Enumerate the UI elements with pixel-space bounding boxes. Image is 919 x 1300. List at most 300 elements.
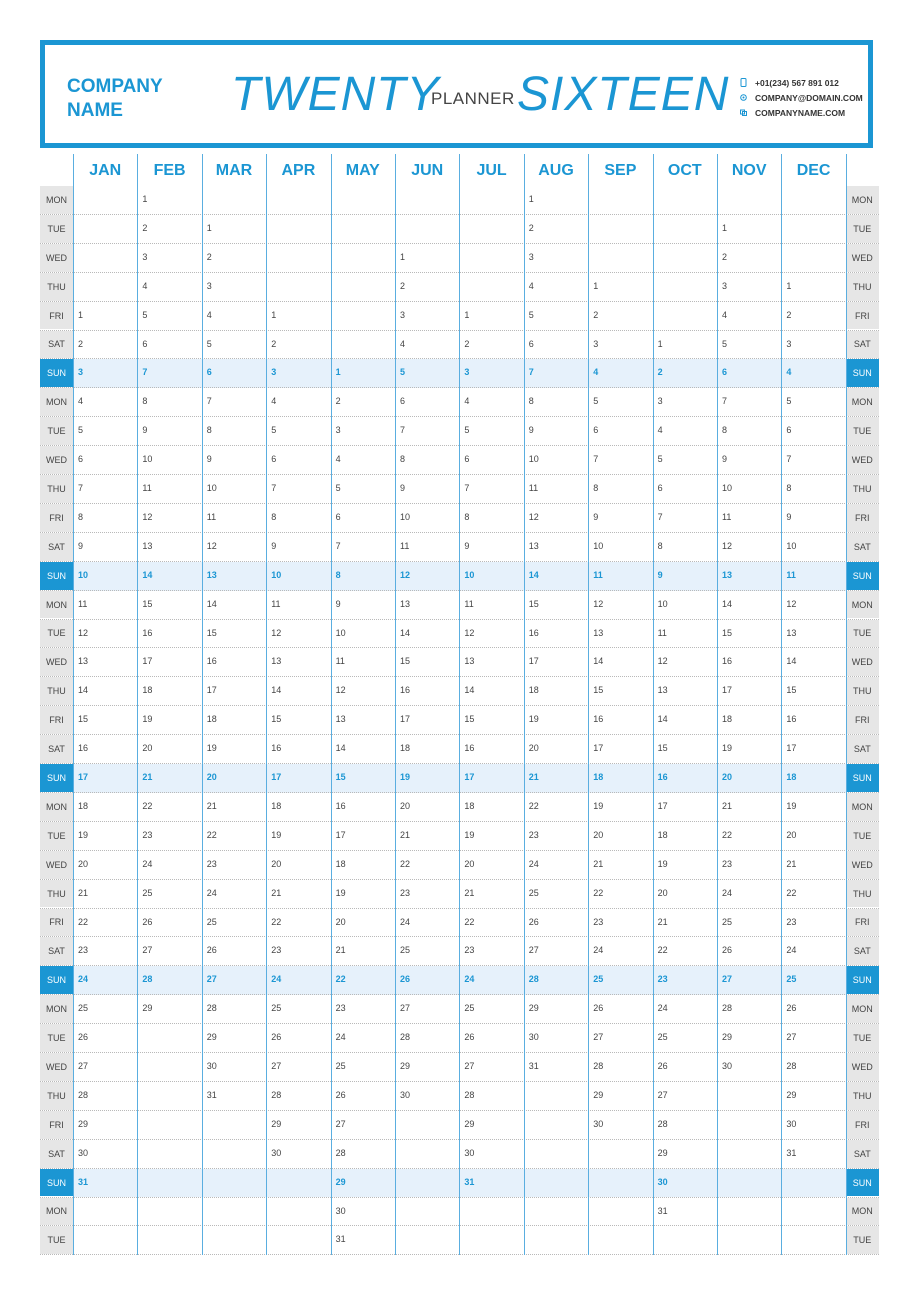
- day-cell: 3: [593, 338, 599, 349]
- day-cell: 14: [271, 685, 282, 696]
- day-cell: 15: [464, 714, 475, 725]
- day-cell: 22: [78, 916, 89, 927]
- weekday-label-right: FRI: [846, 1111, 879, 1139]
- day-cell: 6: [206, 367, 212, 378]
- month-header: NOV: [731, 162, 767, 179]
- day-cell: 10: [142, 454, 153, 465]
- day-cell: 22: [271, 916, 282, 927]
- day-cell: 25: [528, 887, 539, 898]
- day-cell: 7: [657, 511, 663, 522]
- day-cell: 13: [206, 569, 217, 580]
- weekday-label-left: SUN: [40, 764, 73, 792]
- day-cell: 9: [335, 598, 341, 609]
- day-cell: 6: [271, 454, 277, 465]
- weekday-label-left: SAT: [40, 1140, 73, 1168]
- day-cell: 16: [786, 714, 797, 725]
- day-cell: 10: [657, 598, 668, 609]
- day-cell: 11: [142, 483, 152, 493]
- day-cell: 15: [528, 598, 539, 609]
- day-cell: 9: [78, 540, 84, 551]
- day-cell: 11: [593, 569, 603, 580]
- day-cell: 28: [335, 1147, 346, 1158]
- day-cell: 6: [528, 338, 534, 349]
- day-cell: 28: [786, 1061, 797, 1071]
- day-cell: 4: [528, 280, 534, 291]
- day-cell: 24: [142, 858, 153, 869]
- day-cell: 10: [271, 569, 282, 580]
- day-cell: 23: [271, 945, 282, 956]
- day-cell: 18: [335, 858, 346, 869]
- day-cell: 19: [593, 800, 604, 811]
- day-cell: 26: [78, 1032, 89, 1043]
- day-cell: 13: [657, 685, 668, 696]
- day-cell: 6: [335, 511, 341, 522]
- weekday-label-left: THU: [40, 475, 73, 503]
- day-cell: 4: [722, 309, 728, 320]
- day-cell: 7: [78, 483, 84, 493]
- day-cell: 25: [400, 945, 411, 956]
- weekday-label-left: WED: [40, 446, 73, 474]
- day-cell: 22: [786, 887, 797, 898]
- day-cell: 2: [335, 396, 341, 407]
- day-cell: 4: [657, 425, 663, 436]
- day-cell: 2: [142, 222, 148, 233]
- day-cell: 30: [78, 1147, 89, 1158]
- day-cell: 2: [464, 338, 470, 349]
- day-cell: 8: [206, 425, 212, 436]
- day-cell: 27: [657, 1089, 668, 1100]
- day-cell: 12: [528, 511, 539, 522]
- day-cell: 24: [464, 974, 475, 985]
- day-cell: 16: [142, 627, 153, 638]
- day-cell: 17: [528, 656, 539, 667]
- weekday-label-left: TUE: [40, 1226, 73, 1254]
- day-cell: 5: [400, 367, 406, 378]
- day-cell: 5: [593, 396, 599, 407]
- day-cell: 15: [78, 714, 89, 725]
- day-cell: 19: [722, 743, 733, 754]
- day-cell: 27: [464, 1061, 475, 1071]
- weekday-label-right: FRI: [846, 706, 879, 734]
- weekday-label-left: THU: [40, 677, 73, 705]
- day-cell: 23: [657, 974, 668, 985]
- day-cell: 28: [78, 1089, 89, 1100]
- day-cell: 8: [400, 454, 406, 465]
- day-cell: 15: [593, 685, 604, 696]
- weekday-label-left: TUE: [40, 417, 73, 445]
- day-cell: 11: [657, 627, 667, 638]
- day-cell: 5: [78, 425, 84, 436]
- day-cell: 21: [142, 772, 153, 782]
- weekday-label-left: FRI: [40, 504, 73, 532]
- day-cell: 16: [400, 685, 411, 696]
- weekday-label-right: THU: [846, 1082, 879, 1110]
- day-cell: 19: [400, 772, 411, 782]
- weekday-label-right: WED: [846, 446, 879, 474]
- day-cell: 4: [400, 338, 406, 349]
- weekday-label-left: MON: [40, 1198, 73, 1226]
- day-cell: 19: [335, 887, 346, 898]
- weekday-label-right: TUE: [846, 1226, 879, 1254]
- day-cell: 4: [142, 280, 148, 291]
- day-cell: 1: [142, 194, 148, 204]
- day-cell: 25: [786, 974, 797, 985]
- day-cell: 18: [657, 829, 668, 840]
- weekday-label-right: THU: [846, 475, 879, 503]
- day-cell: 4: [335, 454, 341, 465]
- day-cell: 9: [142, 425, 148, 436]
- day-cell: 25: [206, 916, 217, 927]
- contact-web-text: COMPANYNAME.COM: [755, 107, 846, 118]
- day-cell: 24: [657, 1003, 668, 1014]
- day-cell: 30: [271, 1147, 282, 1158]
- company-name-line1: COMPANY: [67, 76, 163, 97]
- month-header: JAN: [89, 162, 122, 179]
- day-cell: 16: [271, 743, 282, 754]
- day-cell: 24: [400, 916, 411, 927]
- day-cell: 20: [593, 829, 604, 840]
- day-cell: 27: [722, 974, 733, 985]
- company-name: [67, 75, 163, 123]
- day-cell: 14: [593, 656, 604, 667]
- day-cell: 27: [528, 945, 539, 956]
- day-cell: 2: [528, 222, 534, 233]
- day-cell: 19: [464, 829, 475, 840]
- day-cell: 24: [78, 974, 89, 985]
- weekday-label-right: SAT: [846, 1140, 879, 1168]
- day-cell: 14: [78, 685, 89, 696]
- weekday-label-right: THU: [846, 273, 879, 301]
- month-header: SEP: [604, 162, 637, 179]
- day-cell: 1: [400, 251, 406, 262]
- day-cell: 20: [400, 800, 411, 811]
- day-cell: 27: [78, 1061, 89, 1071]
- day-cell: 13: [464, 656, 475, 667]
- day-cell: 22: [142, 800, 153, 811]
- day-cell: 8: [335, 569, 341, 580]
- day-cell: 13: [593, 627, 604, 638]
- weekday-label-right: SUN: [846, 966, 879, 994]
- day-cell: 26: [400, 974, 411, 985]
- day-cell: 12: [657, 656, 668, 667]
- day-cell: 11: [786, 569, 796, 580]
- day-cell: 14: [786, 656, 797, 667]
- day-cell: 31: [528, 1061, 539, 1071]
- day-cell: 19: [271, 829, 282, 840]
- day-cell: 29: [593, 1089, 604, 1100]
- day-cell: 8: [142, 396, 148, 407]
- day-cell: 25: [78, 1003, 89, 1014]
- day-cell: 2: [786, 309, 792, 320]
- day-cell: 1: [206, 222, 212, 233]
- day-cell: 26: [335, 1089, 346, 1100]
- day-cell: 28: [206, 1003, 217, 1014]
- day-cell: 17: [786, 743, 797, 754]
- day-cell: 11: [271, 598, 281, 609]
- day-cell: 7: [335, 540, 341, 551]
- day-cell: 15: [657, 743, 668, 754]
- day-cell: 24: [271, 974, 282, 985]
- day-cell: 21: [593, 858, 604, 869]
- day-cell: 25: [142, 887, 153, 898]
- day-cell: 14: [206, 598, 217, 609]
- day-cell: 9: [657, 569, 663, 580]
- day-cell: 25: [335, 1061, 346, 1071]
- day-cell: 30: [722, 1061, 733, 1071]
- weekday-label-right: SUN: [846, 764, 879, 792]
- day-cell: 1: [271, 309, 277, 320]
- day-cell: 14: [464, 685, 475, 696]
- weekday-label-left: SAT: [40, 331, 73, 359]
- weekday-label-left: SAT: [40, 533, 73, 561]
- day-cell: 31: [657, 1205, 668, 1216]
- weekday-label-right: SUN: [846, 1169, 879, 1197]
- day-cell: 3: [528, 251, 534, 262]
- day-cell: 23: [206, 858, 217, 869]
- day-cell: 23: [142, 829, 153, 840]
- day-cell: 25: [722, 916, 733, 927]
- day-cell: 20: [528, 743, 539, 754]
- day-cell: 18: [271, 800, 282, 811]
- weekday-label-right: WED: [846, 648, 879, 676]
- day-cell: 31: [464, 1176, 475, 1187]
- day-cell: 13: [335, 714, 346, 725]
- day-cell: 5: [335, 483, 341, 493]
- day-cell: 14: [335, 743, 346, 754]
- weekday-label-left: MON: [40, 186, 73, 214]
- day-cell: 23: [528, 829, 539, 840]
- day-cell: 10: [335, 627, 346, 638]
- day-cell: 11: [78, 598, 88, 609]
- day-cell: 8: [464, 511, 470, 522]
- day-cell: 25: [657, 1032, 668, 1043]
- day-cell: 11: [400, 540, 410, 551]
- day-cell: 17: [142, 656, 153, 667]
- weekday-label-left: MON: [40, 793, 73, 821]
- day-cell: 11: [335, 656, 345, 667]
- day-cell: 13: [271, 656, 282, 667]
- day-cell: 2: [722, 251, 728, 262]
- day-cell: 10: [400, 511, 411, 522]
- day-cell: 30: [464, 1147, 475, 1158]
- day-cell: 26: [464, 1032, 475, 1043]
- day-cell: 30: [400, 1089, 411, 1100]
- day-cell: 23: [78, 945, 89, 956]
- day-cell: 8: [657, 540, 663, 551]
- day-cell: 25: [271, 1003, 282, 1014]
- day-cell: 3: [657, 396, 663, 407]
- day-cell: 31: [206, 1089, 217, 1100]
- day-cell: 25: [464, 1003, 475, 1014]
- day-cell: 9: [722, 454, 728, 465]
- day-cell: 17: [271, 772, 282, 782]
- month-header: JUL: [476, 162, 507, 179]
- day-cell: 5: [206, 338, 212, 349]
- day-cell: 24: [206, 887, 217, 898]
- day-cell: 3: [335, 425, 341, 436]
- day-cell: 13: [722, 569, 733, 580]
- day-cell: 30: [657, 1176, 668, 1187]
- day-cell: 27: [593, 1032, 604, 1043]
- month-header: OCT: [667, 162, 702, 179]
- day-cell: 28: [593, 1061, 604, 1071]
- day-cell: 6: [142, 338, 148, 349]
- day-cell: 18: [400, 743, 411, 754]
- day-cell: 26: [142, 916, 153, 927]
- day-cell: 3: [464, 367, 470, 378]
- day-cell: 20: [78, 858, 89, 869]
- day-cell: 12: [722, 540, 733, 551]
- weekday-label-left: TUE: [40, 215, 73, 243]
- day-cell: 5: [722, 338, 728, 349]
- day-cell: 16: [206, 656, 217, 667]
- day-cell: 24: [335, 1032, 346, 1043]
- month-header: MAR: [215, 162, 253, 179]
- day-cell: 6: [400, 396, 406, 407]
- day-cell: 7: [142, 367, 148, 378]
- day-cell: 24: [528, 858, 539, 869]
- weekday-label-left: SUN: [40, 1169, 73, 1197]
- day-cell: 30: [593, 1118, 604, 1129]
- day-cell: 12: [400, 569, 411, 580]
- day-cell: 6: [78, 454, 84, 465]
- weekday-label-right: SAT: [846, 533, 879, 561]
- day-cell: 24: [722, 887, 733, 898]
- month-header: MAY: [345, 162, 380, 179]
- day-cell: 18: [528, 685, 539, 696]
- day-cell: 20: [722, 772, 733, 782]
- contact-phone: [740, 75, 863, 90]
- day-cell: 13: [786, 627, 797, 638]
- day-cell: 7: [464, 483, 470, 493]
- day-cell: 10: [722, 483, 733, 493]
- day-cell: 4: [206, 309, 212, 320]
- contact-email-text: COMPANY@DOMAIN.COM: [755, 92, 863, 103]
- weekday-label-left: MON: [40, 995, 73, 1023]
- day-cell: 4: [464, 396, 470, 407]
- day-cell: 17: [400, 714, 411, 725]
- day-cell: 26: [206, 945, 217, 956]
- day-cell: 23: [593, 916, 604, 927]
- weekday-label-right: TUE: [846, 620, 879, 648]
- day-cell: 21: [335, 945, 346, 956]
- day-cell: 29: [657, 1147, 668, 1158]
- day-cell: 26: [271, 1032, 282, 1043]
- day-cell: 14: [657, 714, 668, 725]
- day-cell: 21: [464, 887, 475, 898]
- weekday-label-right: SUN: [846, 359, 879, 387]
- day-cell: 13: [78, 656, 89, 667]
- weekday-label-right: TUE: [846, 417, 879, 445]
- day-cell: 20: [657, 887, 668, 898]
- day-cell: 28: [657, 1118, 668, 1129]
- day-cell: 3: [271, 367, 277, 378]
- day-cell: 5: [528, 309, 534, 320]
- day-cell: 4: [271, 396, 277, 407]
- day-cell: 1: [528, 194, 534, 204]
- day-cell: 22: [400, 858, 411, 869]
- weekday-label-left: SUN: [40, 359, 73, 387]
- day-cell: 5: [464, 425, 470, 436]
- day-cell: 19: [142, 714, 153, 725]
- day-cell: 20: [335, 916, 346, 927]
- day-cell: 5: [271, 425, 277, 436]
- day-cell: 12: [78, 627, 89, 638]
- day-cell: 29: [142, 1003, 153, 1014]
- day-cell: 3: [206, 280, 212, 291]
- weekday-label-right: MON: [846, 186, 879, 214]
- day-cell: 10: [528, 454, 539, 465]
- day-cell: 20: [464, 858, 475, 869]
- day-cell: 16: [78, 743, 89, 754]
- day-cell: 21: [400, 829, 411, 840]
- day-cell: 8: [528, 396, 534, 407]
- day-cell: 9: [593, 511, 599, 522]
- day-cell: 13: [142, 540, 153, 551]
- day-cell: 19: [786, 800, 797, 811]
- email-icon: [740, 93, 747, 102]
- day-cell: 23: [335, 1003, 346, 1014]
- weekday-label-left: TUE: [40, 620, 73, 648]
- day-cell: 29: [335, 1176, 346, 1187]
- day-cell: 28: [400, 1032, 411, 1043]
- day-cell: 6: [657, 483, 663, 493]
- day-cell: 10: [464, 569, 475, 580]
- day-cell: 29: [206, 1032, 217, 1043]
- day-cell: 11: [528, 483, 539, 493]
- day-cell: 5: [142, 309, 148, 320]
- day-cell: 10: [786, 540, 797, 551]
- day-cell: 6: [464, 454, 470, 465]
- day-cell: 30: [335, 1205, 346, 1216]
- title-sixteen: SIXTEEN: [517, 68, 730, 121]
- day-cell: 15: [142, 598, 153, 609]
- day-cell: 4: [78, 396, 84, 407]
- day-cell: 16: [657, 772, 668, 782]
- weekday-label-left: WED: [40, 648, 73, 676]
- title-twenty: TWENTY: [231, 68, 440, 121]
- day-cell: 28: [142, 974, 153, 985]
- day-cell: 24: [786, 945, 797, 956]
- day-cell: 26: [528, 916, 539, 927]
- day-cell: 29: [786, 1089, 797, 1100]
- day-cell: 18: [786, 772, 797, 782]
- day-cell: 22: [528, 800, 539, 811]
- day-cell: 25: [593, 974, 604, 985]
- day-cell: 28: [271, 1089, 282, 1100]
- weekday-label-right: TUE: [846, 1024, 879, 1052]
- day-cell: 19: [206, 743, 217, 754]
- web-icon: [740, 108, 747, 117]
- day-cell: 6: [722, 367, 728, 378]
- contact-block: [740, 75, 863, 120]
- day-cell: 21: [657, 916, 668, 927]
- day-cell: 23: [400, 887, 411, 898]
- day-cell: 1: [335, 367, 341, 378]
- day-cell: 10: [593, 540, 604, 551]
- day-cell: 14: [400, 627, 411, 638]
- day-cell: 7: [786, 454, 792, 465]
- day-cell: 7: [400, 425, 406, 436]
- day-cell: 14: [722, 598, 733, 609]
- weekday-label-left: SUN: [40, 966, 73, 994]
- weekday-label-left: THU: [40, 1082, 73, 1110]
- weekday-label-right: MON: [846, 1198, 879, 1226]
- day-cell: 9: [271, 540, 277, 551]
- day-cell: 2: [78, 338, 84, 349]
- day-cell: 12: [593, 598, 604, 609]
- day-cell: 22: [464, 916, 475, 927]
